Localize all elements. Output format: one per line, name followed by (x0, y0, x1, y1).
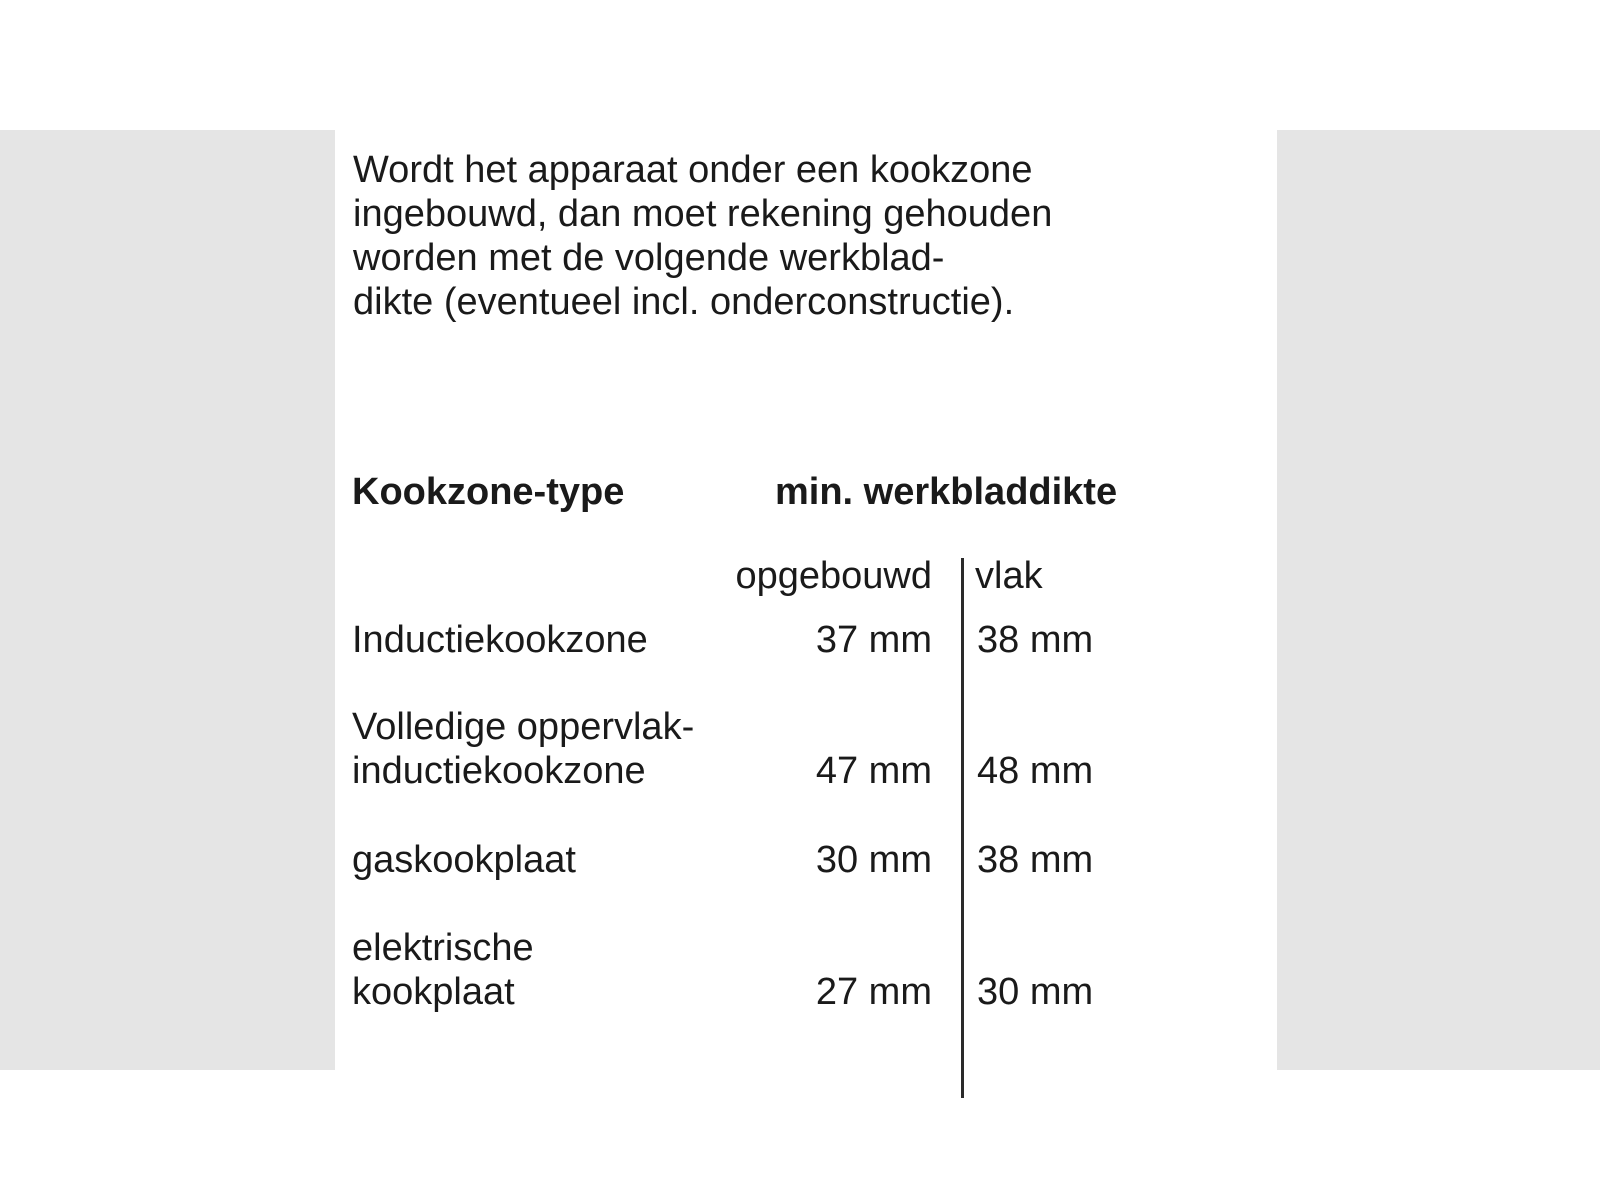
header-min-thickness: min. werkbladdikte (775, 471, 1118, 513)
row-raised-value: 37 mm (815, 619, 932, 661)
row-flush-value: 38 mm (977, 839, 1094, 881)
column-header-raised: opgebouwd (735, 555, 932, 597)
row-raised-value: 47 mm (815, 750, 932, 792)
row-flush-value: 38 mm (977, 619, 1094, 661)
table-row (335, 705, 1277, 793)
table-row (335, 618, 1277, 662)
row-name: Volledige oppervlak- inductiekookzone (352, 706, 695, 792)
column-header-flush: vlak (975, 555, 1043, 597)
row-raised-value: 30 mm (815, 839, 932, 881)
row-name: gaskookplaat (352, 839, 576, 881)
row-flush-value: 30 mm (977, 971, 1094, 1013)
row-name: Inductiekookzone (352, 619, 648, 661)
table-row (335, 926, 1277, 1014)
header-cooktop-type: Kookzone-type (352, 471, 625, 513)
table-row (335, 838, 1277, 882)
row-name: elektrische kookplaat (352, 927, 534, 1013)
row-raised-value: 27 mm (815, 971, 932, 1013)
row-flush-value: 48 mm (977, 750, 1094, 792)
document-panel (335, 130, 1277, 1070)
intro-paragraph: Wordt het apparaat onder een kookzone ingebouwd, dan moet rekening gehouden worden met de volgende werkblad- dikte (eventueel incl. onderconstructie). (353, 149, 1053, 323)
